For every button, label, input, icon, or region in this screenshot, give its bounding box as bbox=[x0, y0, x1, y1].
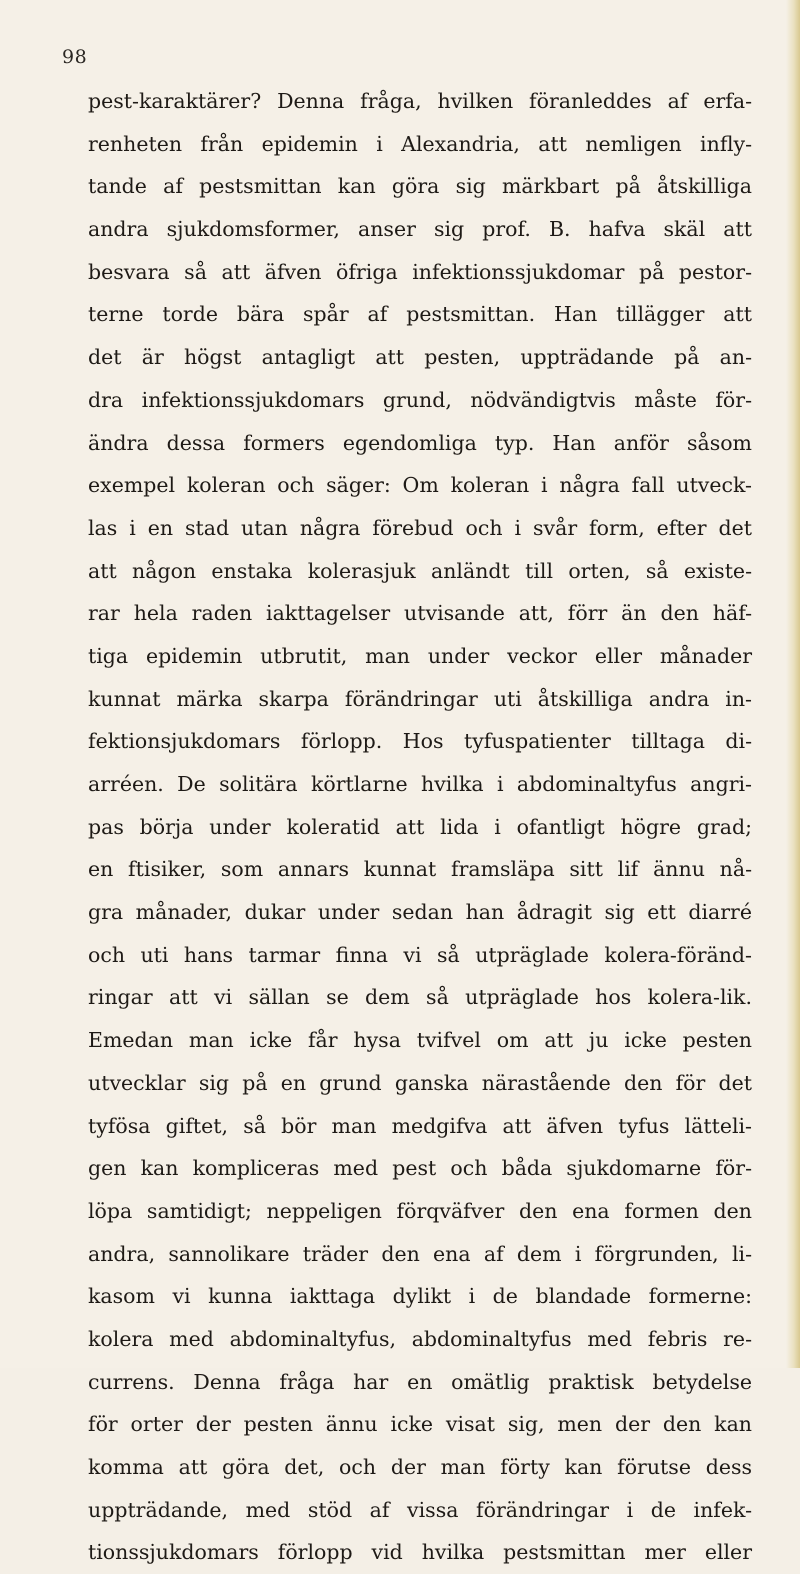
text-line: komma att göra det, och der man förty kan förutse dess bbox=[88, 1455, 752, 1479]
body-text bbox=[88, 80, 752, 1574]
text-line: ringar att vi sällan se dem så utpräglade hos kolera-lik. bbox=[88, 985, 752, 1010]
text-line: ändra dessa formers egendomliga typ. Han anför såsom bbox=[88, 430, 752, 455]
text-line: dra infektionssjukdomars grund, nödvändigtvis måste för- bbox=[88, 387, 752, 412]
text-line: löpa samtidigt; neppeligen förqväfver den ena formen den bbox=[88, 1198, 752, 1223]
text-line: tionssjukdomars förlopp vid hvilka pestsmittan mer eller bbox=[88, 1540, 752, 1565]
text-line: Emedan man icke får hysa tvifvel om att ju icke pesten bbox=[88, 1028, 752, 1053]
text-line: uppträdande, med stöd af vissa förändringar i de infek- bbox=[88, 1497, 752, 1522]
text-line: andra, sannolikare träder den ena af dem i förgrunden, li- bbox=[88, 1241, 752, 1266]
text-line: terne torde bära spår af pestsmittan. Han tillägger att bbox=[88, 302, 752, 327]
text-line: utvecklar sig på en grund ganska närastående den för det bbox=[88, 1070, 752, 1095]
text-line: pas börja under koleratid att lida i ofantligt högre grad; bbox=[88, 814, 752, 839]
text-line: las i en stad utan några förebud och i svår form, efter det bbox=[88, 515, 752, 540]
page-number: 98 bbox=[62, 46, 88, 68]
text-line: gra månader, dukar under sedan han ådragit sig ett diarré bbox=[88, 900, 752, 925]
text-line: rar hela raden iakttagelser utvisande att, förr än den häf- bbox=[88, 601, 752, 626]
text-line: tyfösa giftet, så bör man medgifva att äfven tyfus lätteli- bbox=[88, 1113, 752, 1138]
text-line: och uti hans tarmar finna vi så utpräglade kolera-föränd- bbox=[88, 942, 752, 967]
text-line: kasom vi kunna iakttaga dylikt i de blandade formerne: bbox=[88, 1284, 752, 1309]
text-line: andra sjukdomsformer, anser sig prof. B. hafva skäl att bbox=[88, 217, 752, 242]
text-line: en ftisiker, som annars kunnat framsläpa sitt lif ännu nå- bbox=[88, 857, 752, 882]
text-line: renheten från epidemin i Alexandria, att nemligen infly- bbox=[88, 131, 752, 156]
text-line: fektionsjukdomars förlopp. Hos tyfuspatienter tilltaga di- bbox=[88, 729, 752, 754]
page-edge-shadow bbox=[786, 0, 800, 1368]
text-line: kunnat märka skarpa förändringar uti åtskilliga andra in- bbox=[88, 686, 752, 711]
text-line: currens. Denna fråga har en omätlig praktisk betydelse bbox=[88, 1369, 752, 1394]
text-line: exempel koleran och säger: Om koleran i några fall utveck- bbox=[88, 473, 752, 498]
text-line: för orter der pesten ännu icke visat sig, men der den kan bbox=[88, 1412, 752, 1437]
text-line: pest-karaktärer? Denna fråga, hvilken föranleddes af erfa- bbox=[88, 89, 752, 113]
text-line: kolera med abdominaltyfus, abdominaltyfus med febris re- bbox=[88, 1326, 752, 1351]
text-line: arréen. De solitära körtlarne hvilka i abdominaltyfus angri- bbox=[88, 772, 752, 796]
text-line: det är högst antagligt att pesten, uppträdande på an- bbox=[88, 345, 752, 370]
text-line: gen kan kompliceras med pest och båda sjukdomarne för- bbox=[88, 1156, 752, 1181]
text-line: att någon enstaka kolerasjuk anländt till orten, så existe- bbox=[88, 558, 752, 583]
text-line: besvara så att äfven öfriga infektionssjukdomar på pestor- bbox=[88, 259, 752, 284]
text-line: tande af pestsmittan kan göra sig märkbart på åtskilliga bbox=[88, 174, 752, 199]
text-line: tiga epidemin utbrutit, man under veckor eller månader bbox=[88, 643, 752, 668]
